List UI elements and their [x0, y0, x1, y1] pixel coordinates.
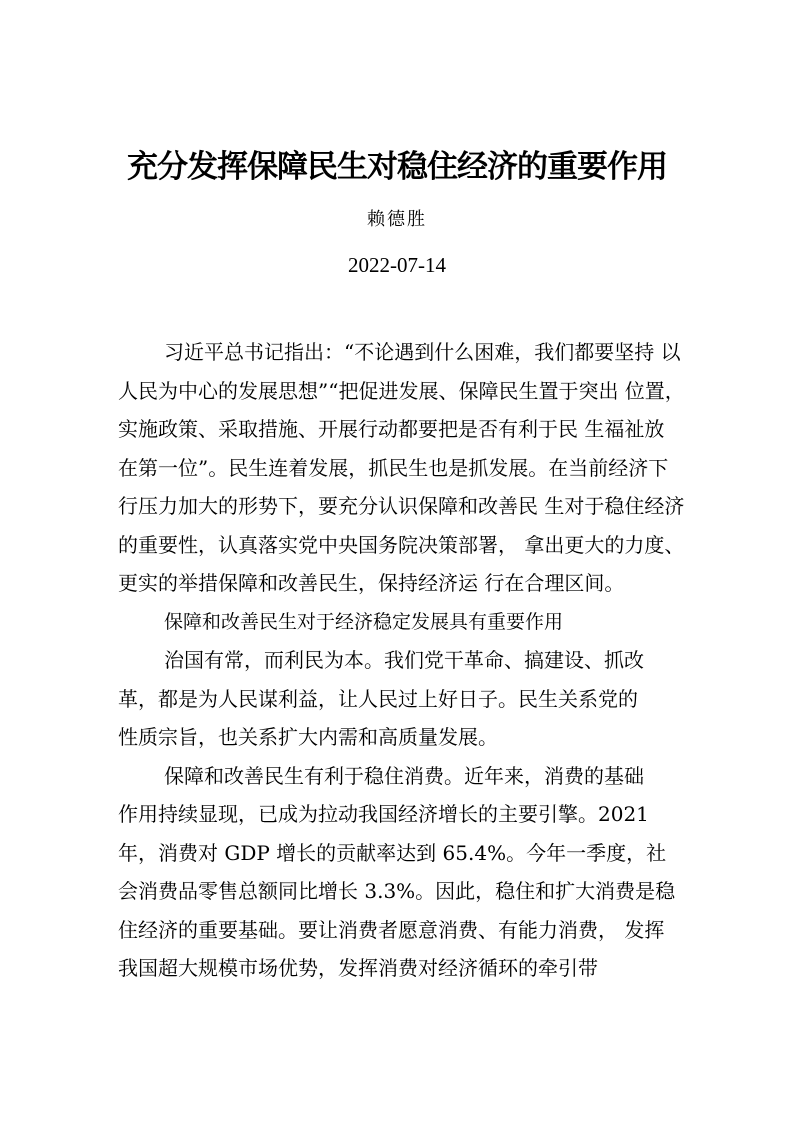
paragraph-1-line-3: 实施政策、采取措施、开展行动都要把是否有利于民 生福祉放 [118, 417, 665, 441]
paragraph-3-line-6: 我国超大规模市场优势，发挥消费对经济循环的牵引带 [118, 956, 598, 980]
paragraph-1-line-6: 的重要性，认真落实党中央国务院决策部署， 拿出更大的力度、 [118, 532, 685, 557]
article-date: 2022-07-14 [348, 253, 446, 277]
paragraph-3-line-4: 会消费品零售总额同比增长 3.3%。因此，稳住和扩大消费是稳 [118, 879, 676, 903]
paragraph-3-line-1: 保障和改善民生有利于稳住消费。近年来，消费的基础 [164, 763, 644, 788]
article-body [118, 333, 698, 988]
paragraph-3-line-2: 作用持续显现，已成为拉动我国经济增长的主要引擎。2021 [118, 802, 649, 826]
section-heading: 保障和改善民生对于经济稳定发展具有重要作用 [164, 610, 564, 633]
paragraph-1-line-7: 更实的举措保障和改善民生，保持经济运 行在合理区间。 [118, 571, 625, 595]
article-title: 充分发挥保障民生对稳住经济的重要作用 [127, 149, 667, 185]
paragraph-2-line-3: 性质宗旨，也关系扩大内需和高质量发展。 [118, 725, 498, 749]
paragraph-3-line-5: 住经济的重要基础。要让消费者愿意消费、有能力消费， 发挥 [118, 917, 665, 942]
paragraph-1-line-1: 习近平总书记指出：“不论遇到什么困难，我们都要坚持 以 [164, 340, 681, 364]
paragraph-1-line-5: 行压力加大的形势下，要充分认识保障和改善民 生对于稳住经济 [118, 494, 685, 518]
paragraph-2-line-1: 治国有常，而利民为本。我们党干革命、搞建设、抓改 [164, 648, 644, 672]
paragraph-3-line-3: 年，消费对 GDP 增长的贡献率达到 65.4%。今年一季度，社 [118, 840, 667, 865]
article-author: 赖德胜 [367, 209, 427, 230]
paragraph-1-line-4: 在第一位”。民生连着发展，抓民生也是抓发展。在当前经济下 [118, 455, 669, 480]
paragraph-2-line-2: 革，都是为人民谋利益，让人民过上好日子。民生关系党的 [118, 686, 638, 711]
paragraph-1-line-2: 人民为中心的发展思想”“把促进发展、保障民生置于突出 位置， [118, 378, 685, 403]
